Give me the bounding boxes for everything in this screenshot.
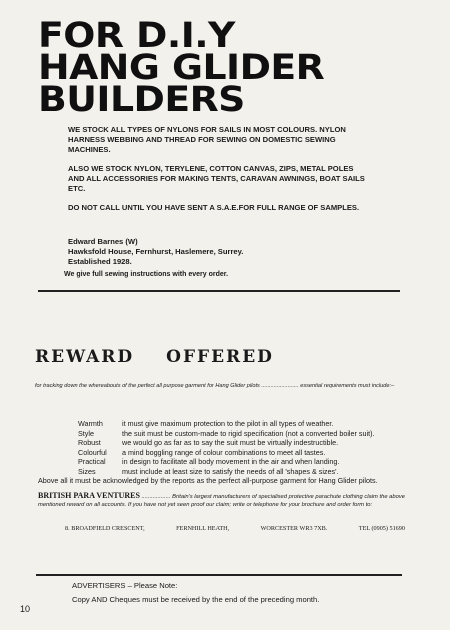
company-town: FERNHILL HEATH, [176, 525, 230, 532]
company-phone: TEL (0905) 51690 [358, 525, 405, 532]
divider-bottom [36, 574, 402, 576]
divider-top [38, 290, 400, 292]
requirement-label: Sizes [78, 466, 96, 476]
ad-address [68, 237, 243, 267]
sewing-note: We give full sewing instructions with every order. [64, 271, 229, 278]
address-line-2: Hawksfold House, Fernhurst, Haslemere, Surrey. [68, 247, 244, 256]
requirement-text: in design to facilitate all body movement in the air and when landing. [122, 457, 340, 467]
requirements-list [78, 419, 374, 477]
headline-line-1: FOR D.I.Y [38, 16, 235, 56]
address-line-1: Edward Barnes (W) [68, 237, 138, 246]
list-item [78, 457, 374, 467]
requirement-label: Practical [78, 457, 106, 467]
list-item [78, 429, 374, 439]
company-street: 8. BROADFIELD CRESCENT, [65, 525, 145, 532]
requirement-label: Colourful [78, 447, 107, 457]
company-name: BRITISH PARA VENTURES [38, 491, 140, 500]
list-item [78, 438, 374, 448]
requirement-label: Style [78, 428, 94, 438]
requirement-text: it must give maximum protection to the pilot in all types of weather. [122, 419, 334, 428]
ad-paragraph-1: WE STOCK ALL TYPES OF NYLONS FOR SAILS IN MOST COLOURS. NYLON HARNESS WEBBING AND THREAD FOR SEWING ON DOMESTIC SEWING MACHINES. [68, 125, 346, 154]
company-claim-text: .................. Britain's largest manufacturers of specialised protective parachute clothing claim the above mentioned reward on all accounts. If you have not yet seen proof our claim; write or telephone for your brochure and order form to: [38, 494, 405, 508]
advertisers-note: Copy AND Cheques must be received by the end of the preceding month. [72, 595, 320, 604]
reward-intro: for tracking down the whereabouts of the perfect all purpose garment for Hang Glider pilots ........................ essential requirements must include:– [35, 383, 395, 389]
above-all-statement: Above all it must be acknowledged by the reports as the perfect all-purpose garment for Hang Glider pilots. [38, 476, 378, 485]
requirement-text: we would go as far as to say the suit must be virtually indestructible. [122, 438, 339, 448]
requirement-label: Robust [78, 438, 101, 448]
address-line-3: Established 1928. [68, 257, 132, 266]
list-item [78, 419, 374, 429]
ad-headline [38, 16, 338, 120]
requirement-text: a mind boggling range of colour combinations to meet all tastes. [122, 447, 326, 457]
company-city: WORCESTER WR3 7XB. [260, 525, 328, 532]
requirement-text: the suit must be custom-made to rigid specification (not a converted boiler suit). [122, 428, 375, 438]
company-address [65, 525, 405, 532]
headline-line-3: BUILDERS [38, 80, 245, 120]
reward-title [35, 347, 274, 367]
ad-paragraph-3: DO NOT CALL UNTIL YOU HAVE SENT A S.A.E.FOR FULL RANGE OF SAMPLES. [68, 203, 360, 212]
ad-paragraph-2: ALSO WE STOCK NYLON, TERYLENE, COTTON CANVAS, ZIPS, METAL POLES AND ALL ACCESSORIES FOR MAKING TENTS, CARAVAN AWNINGS, BOAT SAILS ETC. [68, 164, 365, 193]
reward-title-word-2: OFFERED [166, 347, 274, 367]
company-claim [38, 492, 418, 509]
list-item [78, 448, 374, 458]
advertisers-heading: ADVERTISERS – Please Note: [72, 581, 178, 590]
page-number: 10 [20, 604, 31, 614]
ad-body [68, 125, 368, 222]
headline-line-2: HANG GLIDER [38, 48, 325, 88]
requirement-text: must include at least size to satisfy the needs of all 'shapes & sizes'. [122, 466, 339, 476]
reward-title-word-1: REWARD [35, 347, 135, 367]
requirement-label: Warmth [78, 419, 103, 428]
